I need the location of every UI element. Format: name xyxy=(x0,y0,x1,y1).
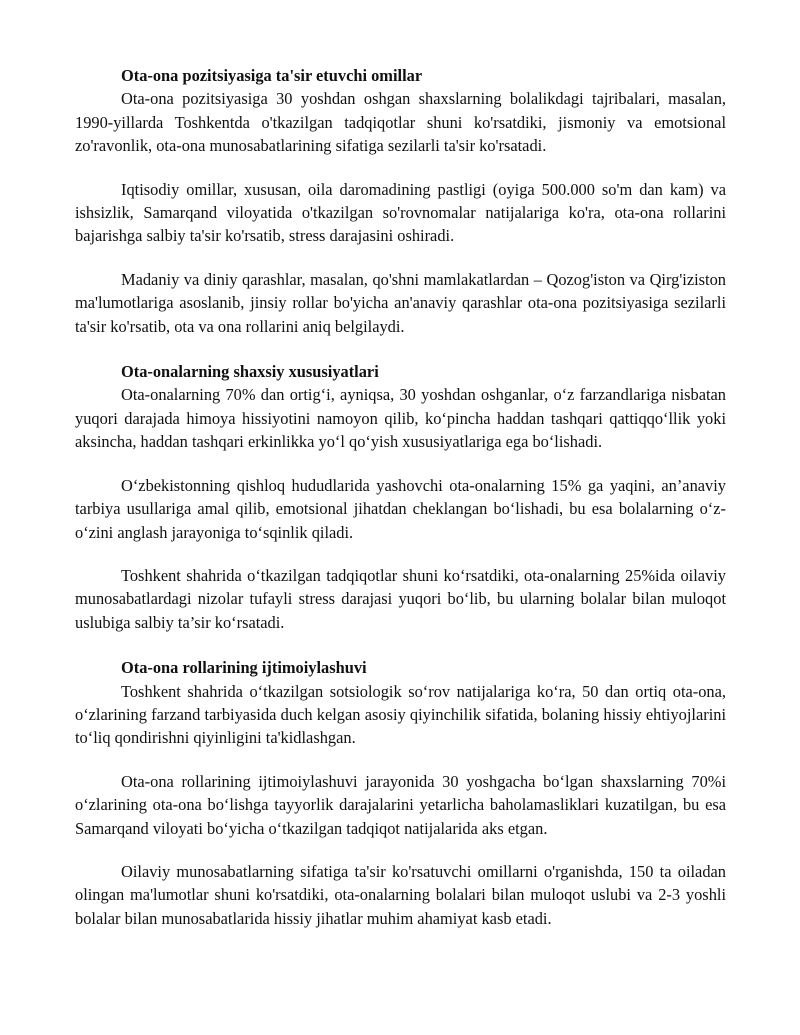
paragraph: Madaniy va diniy qarashlar, masalan, qo'shni mamlakatlardan – Qozog'iston va Qirg'iziston ma'lumotlariga asoslanib, jinsiy rollar bo'yicha an'anaviy qarashlar ota-ona pozitsiyasiga sezilarli ta'sir ko'rsatib, ota va ona rollarini aniq belgilaydi. xyxy=(75,269,726,336)
paragraph: Ota-ona rollarining ijtimoiylashuvi jarayonida 30 yoshgacha bo‘lgan shaxslarning 70%i o‘zlarining ota-ona bo‘lishga tayyorlik darajalarini yetarlicha baholamasliklari kuzatilgan, bu esa Samarqand viloyati bo‘yicha o‘tkazilgan tadqiqot natijalarida aks etgan. xyxy=(75,771,726,838)
paragraph: Ota-ona pozitsiyasiga 30 yoshdan oshgan shaxslarning bolalikdagi tajribalari, masalan, 1990-yillarda Toshkentda o'tkazilgan tadqiqotlar shuni ko'rsatdiki, jismoniy va emotsional zo'ravonlik, ota-ona munosabatlarining sifatiga sezilarli ta'sir ko'rsatadi. xyxy=(75,89,726,156)
paragraph: Toshkent shahrida o‘tkazilgan sotsiologik so‘rov natijalariga ko‘ra, 50 dan ortiq ota-ona, o‘zlarining farzand tarbiyasida duch kelgan asosiy qiyinchilik sifatida, bolaning hissiy ehtiyojlarini to‘liq qondirishni qiyinligini ta'kidlashgan. xyxy=(75,681,726,748)
section-heading: Ota-ona pozitsiyasiga ta'sir etuvchi omillar xyxy=(121,66,423,85)
paragraph: Iqtisodiy omillar, xususan, oila daromadining pastligi (oyiga 500.000 so'm dan kam) va ishsizlik, Samarqand viloyatida o'tkazilgan so'rovnomalar natijalariga ko'ra, ota-ona rollarini bajarishga salbiy ta'sir ko'rsatib, stress darajasini oshiradi. xyxy=(75,179,726,246)
document-page xyxy=(75,64,726,930)
paragraph: Oilaviy munosabatlarning sifatiga ta'sir ko'rsatuvchi omillarni o'rganishda, 150 ta oiladan olingan ma'lumotlar shuni ko'rsatdiki, ota-onalarning bolalari bilan muloqot uslubi va 2-3 yoshli bolalar bilan munosabatlarida hissiy jihatlar muhim ahamiyat kasb etadi. xyxy=(75,861,726,928)
paragraph: Toshkent shahrida o‘tkazilgan tadqiqotlar shuni ko‘rsatdiki, ota-onalarning 25%ida oilaviy munosabatlardagi nizolar tufayli stress darajasi yuqori bo‘lib, bu ularning bolalar bilan muloqot uslubiga salbiy ta’sir ko‘rsatadi. xyxy=(75,565,726,632)
paragraph: O‘zbekistonning qishloq hududlarida yashovchi ota-onalarning 15% ga yaqini, an’anaviy tarbiya usullariga amal qilib, emotsional jihatdan cheklangan bo‘lishadi, bu esa bolalarning o‘z-o‘zini anglash jarayoniga to‘sqinlik qiladi. xyxy=(75,475,726,542)
section-heading: Ota-ona rollarining ijtimoiylashuvi xyxy=(121,658,367,678)
section-heading: Ota-onalarning shaxsiy xususiyatlari xyxy=(121,362,379,382)
paragraph: Ota-onalarning 70% dan ortig‘i, ayniqsa, 30 yoshdan oshganlar, o‘z farzandlariga nisbatan yuqori darajada himoya hissiyotini namoyon qilib, ko‘pincha haddan tashqari qattiqqo‘llik yoki aksincha, haddan tashqari erkinlikka yo‘l qo‘yish xususiyatlariga ega bo‘lishadi. xyxy=(75,385,726,452)
